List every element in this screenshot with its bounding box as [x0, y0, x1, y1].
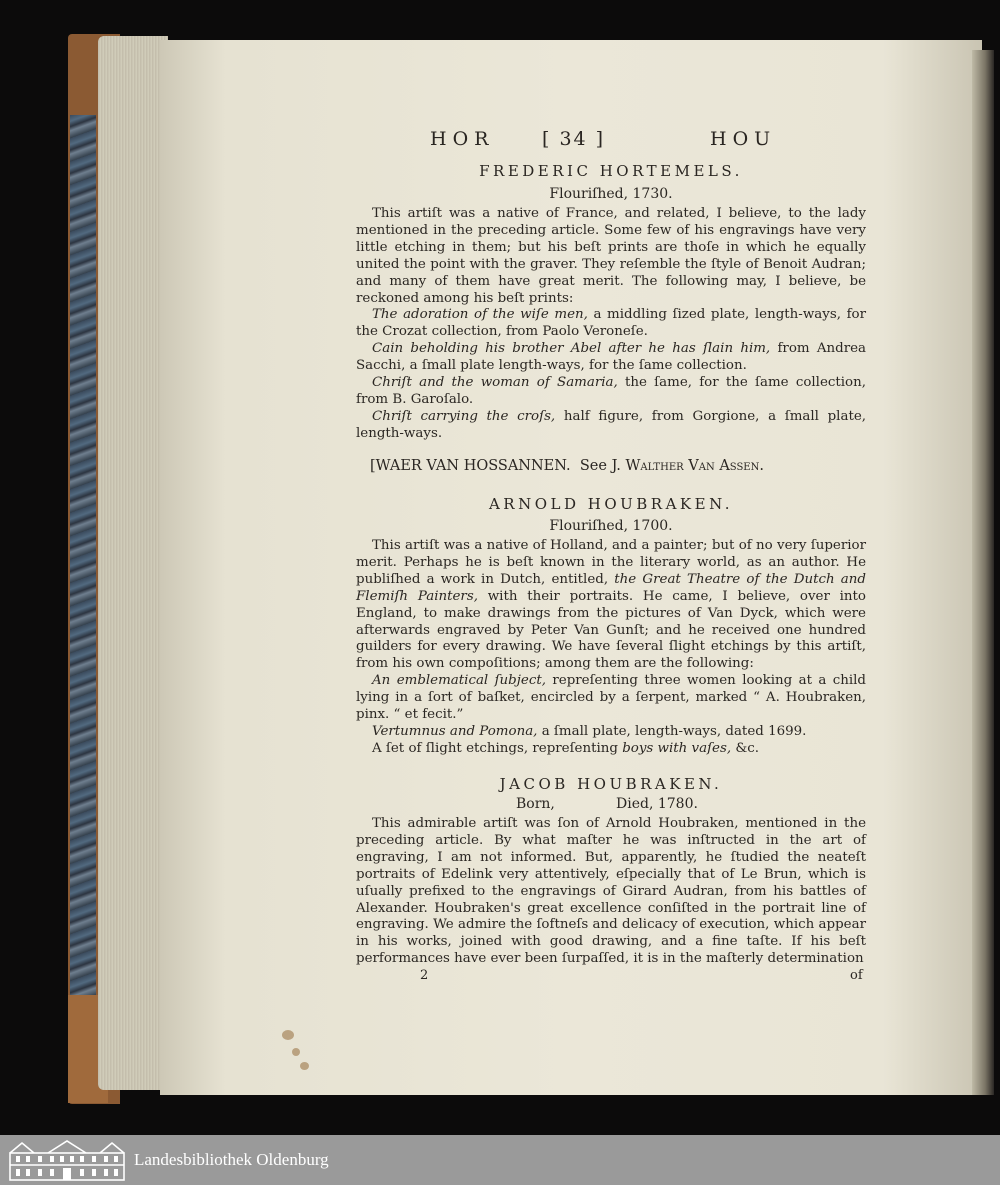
print-entry: [356, 741, 866, 758]
running-head: [430, 128, 800, 152]
signature-mark: 2: [420, 968, 429, 983]
catchword: of: [850, 968, 863, 983]
section-body-hortemels: [356, 206, 866, 443]
print-description: from Andrea Sacchi, a ſmall plate length-ways, for the ſame collection.: [356, 341, 867, 374]
print-description: &c.: [731, 740, 760, 756]
page-gutter-shadow: [972, 50, 994, 1095]
print-title: An emblematical ſubject,: [372, 673, 546, 689]
print-description: a ſmall plate, length-ways, dated 1699.: [537, 723, 807, 739]
print-description: half figure, from Gorgione, a ſmall plate, length-ways.: [356, 408, 867, 441]
cross-ref-name: WAER VAN HOSSANNEN.: [375, 458, 571, 474]
library-name: Landesbibliothek Oldenburg: [134, 1150, 329, 1169]
running-head-left: HOR: [430, 128, 495, 150]
print-title: The adoration of the wiſe men,: [372, 307, 588, 323]
print-entry: [356, 409, 866, 443]
print-description: A ſet of ſlight etchings, repreſenting: [372, 740, 623, 756]
cross-ref-target: J. Walther Van Assen.: [611, 458, 764, 474]
print-entry: [356, 375, 866, 409]
print-title: boys with vaſes,: [622, 740, 732, 756]
print-title: Chriſt carrying the croſs,: [372, 408, 556, 424]
library-footer: [0, 1135, 1000, 1185]
cross-ref-see: See: [579, 458, 607, 474]
section-dates-jacob: [356, 796, 866, 814]
print-entry: [356, 673, 866, 724]
page-edges: [98, 36, 168, 1090]
died-label: Died, 1780.: [616, 796, 698, 812]
paragraph: This artiſt was a native of France, and related, I believe, to the lady mentioned in the preceding article. Some few of his engravings have very little etching in them; but his beſt prints are thoſe in which he equally united the point with the graver. They reſemble the ſtyle of Benoit Audran; and many of them have great merit. The following may, I believe, be reckoned among his beſt prints:: [356, 206, 866, 306]
page-number: [ 34 ]: [542, 128, 606, 150]
print-entry: [356, 341, 866, 375]
print-description: the ſame, for the ſame collection, from B. Garoſalo.: [356, 375, 866, 407]
print-title: Vertumnus and Pomona,: [372, 723, 538, 739]
print-description: repreſenting three women looking at a child lying in a ſort of baſket, encircled by a ſerpent, marked “ A. Houbraken, pinx. “ et fecit.”: [356, 673, 866, 723]
paragraph: This admirable artiſt was ſon of Arnold Houbraken, mentioned in the preceding article. By what maſter he was inſtructed in the art of engraving, I am not informed. But, apparently, he ſtudied the neateſt portraits of Edelink very attentively, eſpecially that of Le Brun, which is uſually prefixed to the engravings of Girard Audran, from his battles of Alexander. Houbraken's great excellence conſiſted in the portrait line of engraving. We admire the ſoftneſs and delicacy of execution, which appear in his works, joined with good drawing, and a fine taſte. If his beſt performances have ever been ſurpaſſed, it is in the maſterly determination: [356, 816, 866, 967]
print-description: a middling ſized plate, length-ways, for the Crozat collection, from Paolo Veroneſe.: [356, 307, 866, 340]
paragraph: [356, 538, 866, 673]
book-title: the Great Theatre of the Dutch and Flemiſh Painters,: [356, 571, 866, 604]
marbled-cover-paper: [70, 115, 96, 995]
section-heading-arnold: ARNOLD HOUBRAKEN.: [488, 495, 734, 513]
section-date-hortemels: Flouriſhed, 1730.: [549, 186, 673, 202]
running-head-right: HOU: [710, 128, 777, 150]
born-label: Born,: [516, 796, 555, 812]
section-heading-jacob: JACOB HOUBRAKEN.: [499, 775, 723, 793]
paragraph-text: with their portraits. He came, I believe, over into England, to make drawings from the pictures of Van Dyck, which were afterwards engraved by Peter Van Gunſt; and he received one hundred guilders for every drawing. We have ſeveral ſlight etchings by this artiſt, from his own compoſitions; among them are the following:: [356, 588, 866, 672]
print-entry: [356, 724, 866, 741]
cross-reference: [356, 458, 880, 475]
paragraph-text: This artiſt was a native of Holland, and a painter; but of no very ſuperior merit. Perhaps he is beſt known in the literary world, as an author. He publiſhed a work in Dutch, entitled,: [356, 538, 866, 587]
cross-ref-bracket: [: [370, 458, 376, 474]
section-body-jacob: [356, 816, 866, 968]
print-title: Cain beholding his brother Abel after he has ſlain him,: [372, 341, 771, 357]
print-title: Chriſt and the woman of Samaria,: [372, 375, 618, 391]
section-heading-hortemels: FREDERIC HORTEMELS.: [479, 162, 743, 180]
print-entry: [356, 307, 866, 341]
section-date-arnold: Flouriſhed, 1700.: [549, 518, 673, 534]
library-building-icon: [8, 1139, 126, 1181]
section-body-arnold: [356, 538, 866, 758]
